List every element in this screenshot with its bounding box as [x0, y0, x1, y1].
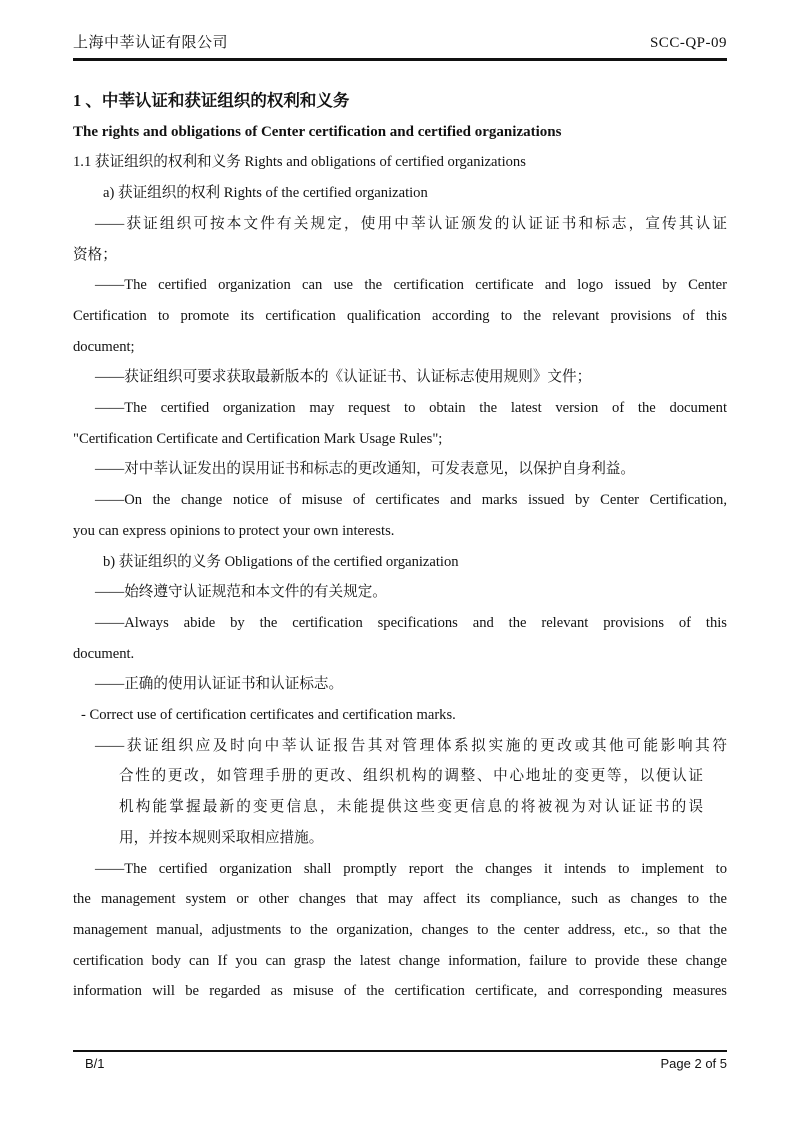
- doc-line: ——获证组织可按本文件有关规定，使用中莘认证颁发的认证证书和标志，宣传其认证: [95, 215, 727, 232]
- doc-line: ——始终遵守认证规范和本文件的有关规定。: [95, 584, 387, 601]
- doc-line: ——获证组织应及时向中莘认证报告其对管理体系拟实施的更改或其他可能影响其符: [95, 737, 727, 754]
- doc-line: 机构能掌握最新的变更信息，未能提供这些变更信息的将被视为对认证证书的误: [119, 799, 703, 816]
- section-heading-en: The rights and obligations of Center certification and certified organizations: [73, 123, 562, 140]
- footer-divider: [73, 1050, 727, 1052]
- doc-line: Certification to promote its certification qualification according to the relevant provisions of this: [73, 307, 727, 324]
- header-doc-code: SCC-QP-09: [649, 35, 727, 51]
- doc-line: certification body can If you can grasp the latest change information, failure to provide these change: [73, 952, 727, 969]
- doc-line: - Correct use of certification certificates and certification marks.: [81, 707, 456, 724]
- doc-line: document;: [73, 338, 135, 355]
- footer-revision: B/1: [85, 1056, 105, 1071]
- clause-heading-1-1: 1.1 获证组织的权利和义务 Rights and obligations of certified organizations: [73, 154, 526, 171]
- doc-line: 合性的更改，如管理手册的更改、组织机构的调整、中心地址的变更等，以便认证: [119, 768, 703, 785]
- document-body: [73, 86, 727, 1007]
- page-footer: [73, 1050, 727, 1073]
- doc-line: ——The certified organization can use the certification certificate and logo issued by Center: [95, 277, 727, 294]
- doc-line: ——On the change notice of misuse of certificates and marks issued by Center Certification,: [95, 492, 727, 509]
- doc-line: ——The certified organization may request to obtain the latest version of the document: [95, 400, 727, 417]
- doc-line: management manual, adjustments to the organization, changes to the center address, etc., so that the: [73, 921, 727, 938]
- list-item-b: b) 获证组织的义务 Obligations of the certified organization: [103, 553, 459, 570]
- doc-line: ——正确的使用认证证书和认证标志。: [95, 676, 344, 693]
- header-company-name: 上海中莘认证有限公司: [73, 35, 229, 51]
- doc-line: ——对中莘认证发出的误用证书和标志的更改通知，可发表意见，以保护自身利益。: [95, 461, 635, 478]
- page-header: [73, 30, 727, 61]
- doc-line: document.: [73, 645, 135, 662]
- doc-line: 资格；: [73, 246, 117, 263]
- doc-line: ——Always abide by the certification specifications and the relevant provisions of this: [95, 614, 727, 631]
- doc-line: "Certification Certificate and Certification Mark Usage Rules";: [73, 430, 443, 447]
- doc-line: the management system or other changes that may affect its compliance, such as changes to the: [73, 891, 727, 908]
- doc-line: information will be regarded as misuse of the certification certificate, and corresponding measures: [73, 983, 727, 1000]
- doc-line: ——The certified organization shall promptly report the changes it intends to implement to: [95, 860, 727, 877]
- doc-line: you can express opinions to protect your own interests.: [73, 522, 395, 539]
- doc-line: 用，并按本规则采取相应措施。: [119, 829, 324, 846]
- footer-page-number: Page 2 of 5: [660, 1056, 727, 1071]
- header-divider: [73, 58, 727, 61]
- doc-line: ——获证组织可要求获取最新版本的《认证证书、认证标志使用规则》文件；: [95, 369, 592, 386]
- list-item-a: a) 获证组织的权利 Rights of the certified organization: [103, 185, 428, 202]
- section-heading-cn: 1 、中莘认证和获证组织的权利和义务: [73, 91, 350, 110]
